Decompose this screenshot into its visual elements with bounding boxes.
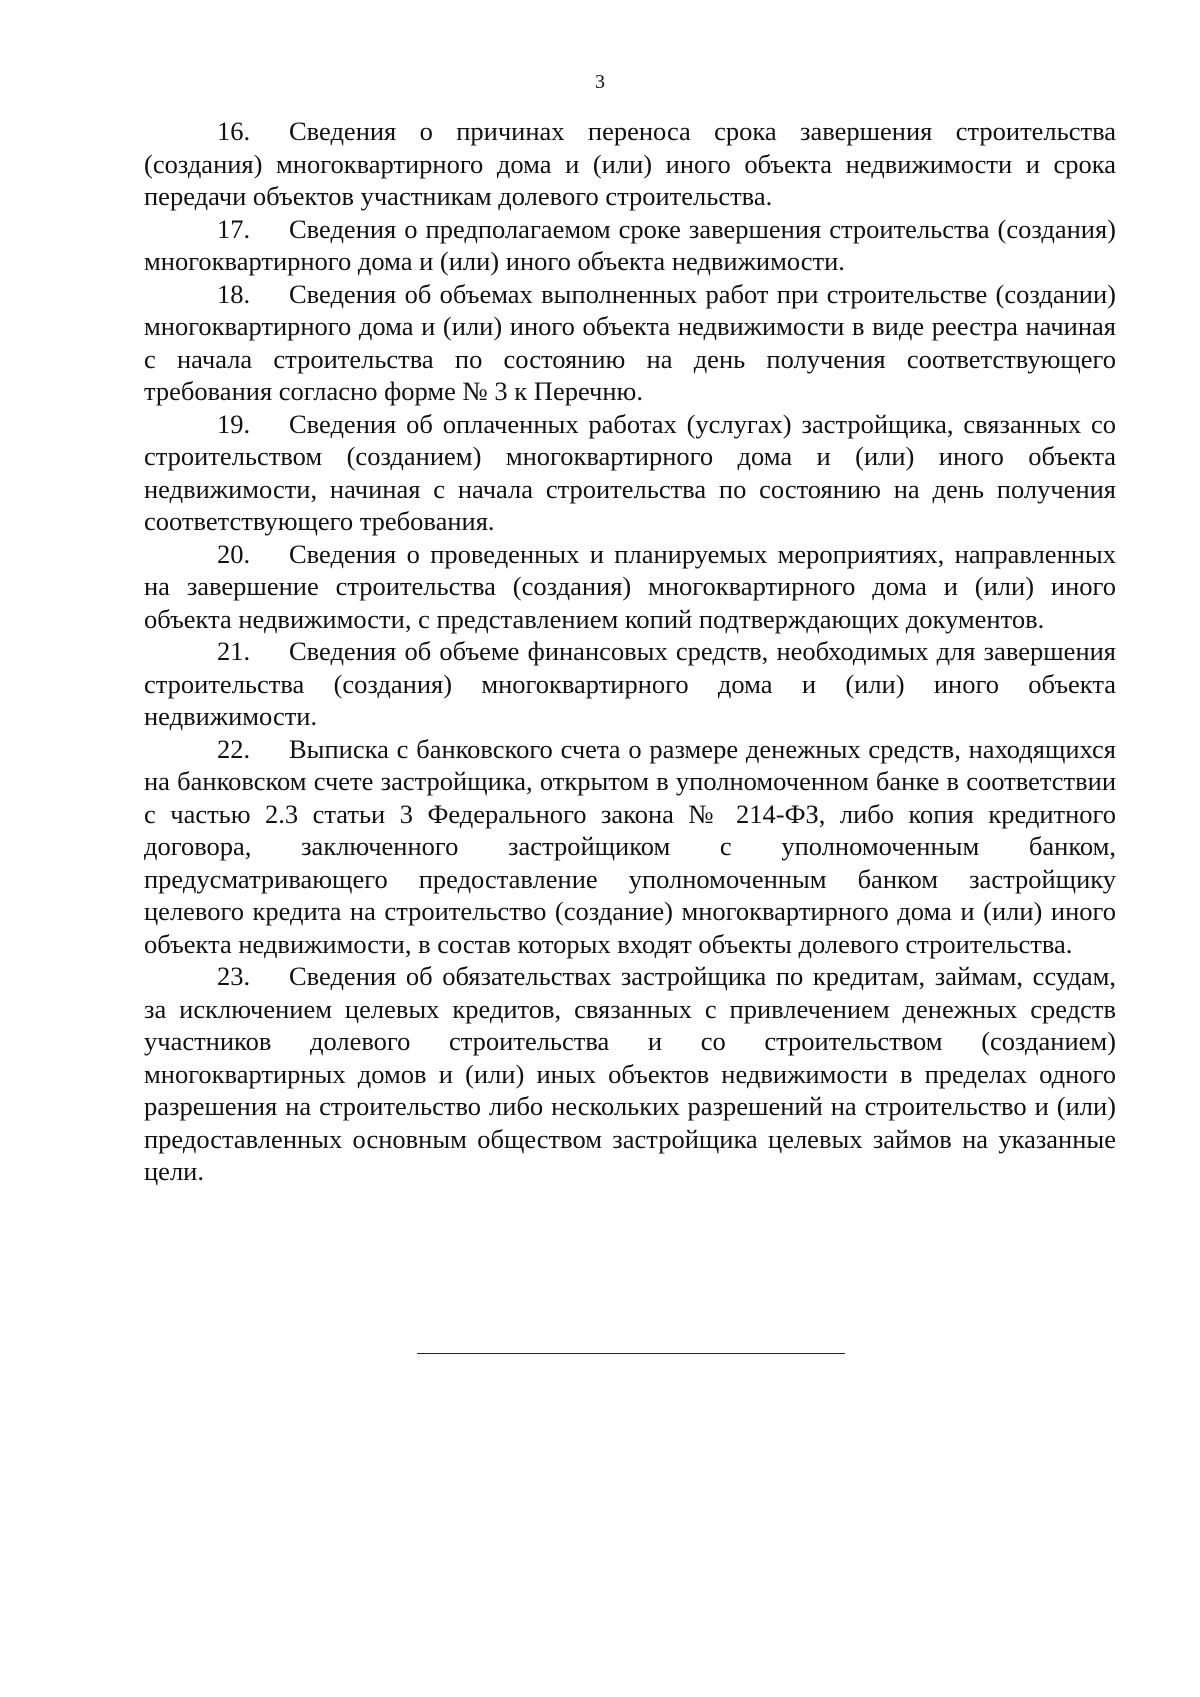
item-number: 19. [217,408,251,439]
list-item-22 [144,733,1116,961]
item-text: Сведения о предполагаемом сроке завершения строительства (создания) многоквартирного дома и (или) иного объекта недвижимости. [144,213,1116,276]
item-number: 22. [217,733,251,764]
list-item-23 [144,960,1116,1188]
item-text: Сведения об объемах выполненных работ при строительстве (создании) многоквартирного дома и (или) иного объекта недвижимости в виде реестра начиная с начала строительства по состоянию на день получения соответствующего требования согласно форме № 3 к Перечню. [144,278,1116,406]
item-number: 16. [217,116,251,146]
list-item-19 [144,408,1116,538]
list-item-21 [144,635,1116,733]
document-body [144,115,1116,1188]
item-text: Сведения об объеме финансовых средств, необходимых для завершения строительства (создания) многоквартирного дома и (или) иного объекта недвижимости. [144,636,1116,731]
item-number: 17. [217,213,251,244]
end-divider-line [417,1353,845,1354]
item-number: 21. [217,636,251,666]
item-number: 18. [217,278,251,309]
item-text: Сведения об оплаченных работах (услугах) застройщика, связанных со строительством (созданием) многоквартирного дома и (или) иного объекта недвижимости, начиная с начала строительства по состоянию на день получения соответствующего требования. [144,408,1116,536]
item-text: Сведения о причинах переноса срока завершения строительства (создания) многоквартирного дома и (или) иного объекта недвижимости и срока передачи объектов участникам долевого строительства. [144,116,1116,211]
list-item-17 [144,213,1116,278]
item-number: 20. [217,538,251,569]
page-number: 3 [595,71,605,93]
list-item-18 [144,278,1116,408]
item-text: Сведения об обязательствах застройщика по кредитам, займам, ссудам, за исключением целевых кредитов, связанных с привлечением денежных средств участников долевого строительства и со строительством (созданием) многоквартирных домов и (или) иных объектов недвижимости в пределах одного разрешения на строительство либо нескольких разрешений на строительство и (или) предоставленных основным обществом застройщика целевых займов на указанные цели. [144,961,1116,1186]
item-text: Выписка с банковского счета о размере денежных средств, находящихся на банковском счете застройщика, открытом в уполномоченном банке в соответствии с частью 2.3 статьи 3 Федерального закона № 214-ФЗ, либо копия кредитного договора, заключенного застройщиком с уполномоченным банком, предусматривающего предоставление уполномоченным банком застройщику целевого кредита на строительство (создание) многоквартирного дома и (или) иного объекта недвижимости, в состав которых входят объекты долевого строительства. [144,733,1116,959]
item-number: 23. [217,961,251,991]
item-text: Сведения о проведенных и планируемых мероприятиях, направленных на завершение строительства (создания) многоквартирного дома и (или) иного объекта недвижимости, с представлением копий подтверждающих документов. [144,538,1116,634]
list-item-16 [144,115,1116,213]
list-item-20 [144,538,1116,636]
